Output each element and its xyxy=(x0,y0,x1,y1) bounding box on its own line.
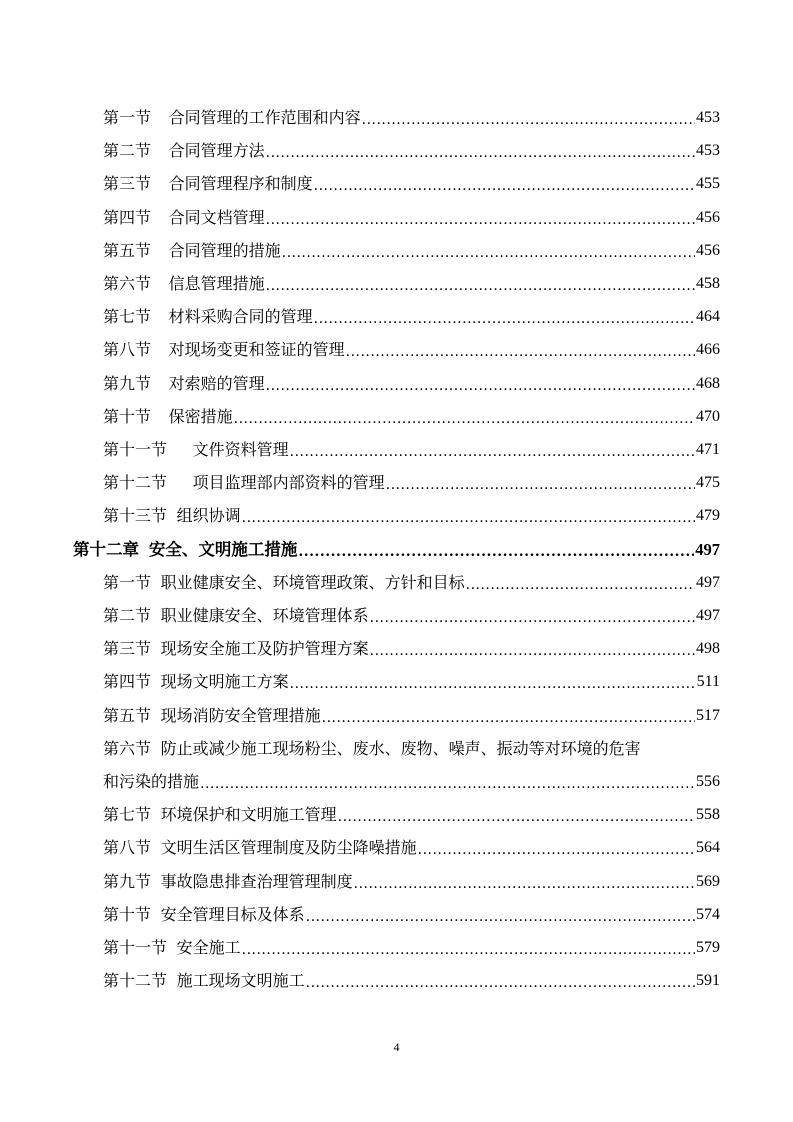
toc-entry-text: 材料采购合同的管理 xyxy=(168,307,313,327)
dot-leader xyxy=(266,374,695,394)
toc-entry-number: 第十节 xyxy=(103,904,152,924)
toc-entry-title xyxy=(103,639,369,659)
toc-entry-page: 468 xyxy=(696,374,720,392)
toc-entry-page: 458 xyxy=(696,275,720,292)
toc-section-entry[interactable] xyxy=(103,469,720,493)
dot-leader xyxy=(200,772,695,792)
toc-section-entry[interactable] xyxy=(103,104,720,128)
toc-entry-number: 第六节 xyxy=(103,738,152,758)
toc-section-entry[interactable] xyxy=(103,137,720,161)
toc-section-entry[interactable] xyxy=(103,370,720,394)
toc-entry-text: 现场文明施工方案 xyxy=(160,672,289,692)
toc-entry-number: 第三节 xyxy=(103,639,152,659)
toc-entry-number: 第十二节 xyxy=(103,971,168,991)
toc-entry-page: 455 xyxy=(696,175,720,193)
toc-entry-title xyxy=(103,573,465,593)
toc-entry-text: 对索赔的管理 xyxy=(168,373,265,393)
toc-section-entry[interactable] xyxy=(103,170,720,194)
toc-entry-number: 第四节 xyxy=(103,207,152,227)
toc-section-entry[interactable] xyxy=(103,602,720,626)
toc-section-entry[interactable] xyxy=(103,834,720,858)
toc-entry-text: 事故隐患排查治理管理制度 xyxy=(160,871,353,891)
dot-leader xyxy=(314,174,695,194)
toc-entry-number: 第五节 xyxy=(103,240,152,260)
toc-entry-number: 第九节 xyxy=(103,373,152,393)
dot-leader xyxy=(306,905,695,925)
toc-entry-text: 施工现场文明施工 xyxy=(176,971,305,991)
toc-section-entry[interactable] xyxy=(103,702,720,726)
dot-leader xyxy=(362,108,695,128)
dot-leader xyxy=(266,208,695,228)
toc-entry-title xyxy=(103,872,353,892)
toc-entry-title xyxy=(103,208,265,228)
toc-entry-title xyxy=(103,241,281,261)
toc-entry-page: 453 xyxy=(696,142,720,160)
toc-entry-title xyxy=(103,971,305,991)
toc-entry-text: 现场安全施工及防护管理方案 xyxy=(160,639,369,659)
toc-entry-page: 511 xyxy=(696,673,720,691)
toc-entry-page: 556 xyxy=(696,773,720,790)
toc-entry-page: 591 xyxy=(696,972,720,990)
toc-entry-text: 合同文档管理 xyxy=(168,207,265,227)
toc-entry-number: 第十三节 xyxy=(103,506,168,526)
toc-entry-text: 职业健康安全、环境管理政策、方针和目标 xyxy=(160,572,465,592)
toc-entry-title xyxy=(103,672,289,692)
toc-entry-title xyxy=(103,374,265,394)
toc-entry-number: 第二节 xyxy=(103,141,152,161)
toc-entry-title xyxy=(103,938,241,958)
toc-entry-number: 第十二章 xyxy=(73,539,139,559)
dot-leader xyxy=(314,307,695,327)
dot-leader xyxy=(370,606,695,626)
toc-entry-number: 第十一节 xyxy=(103,938,168,957)
toc-section-entry[interactable] xyxy=(103,569,720,593)
toc-entry-page: 456 xyxy=(696,208,720,226)
toc-entry-text: 职业健康安全、环境管理体系 xyxy=(160,606,369,625)
toc-entry-page: 564 xyxy=(696,839,720,857)
dot-leader xyxy=(266,274,695,294)
toc-entry-text: 项目监理部内部资料的管理 xyxy=(192,473,385,493)
dot-leader xyxy=(418,838,695,858)
toc-entry-title xyxy=(103,307,313,327)
toc-entry-page: 569 xyxy=(696,872,720,890)
toc-entry-text: 和污染的措施 xyxy=(103,772,200,791)
toc-section-entry[interactable] xyxy=(103,801,720,825)
toc-entry-page: 558 xyxy=(696,806,720,824)
dot-leader xyxy=(466,573,695,593)
toc-section-entry[interactable] xyxy=(103,934,720,958)
toc-entry-page: 517 xyxy=(696,706,720,724)
toc-entry-title xyxy=(103,706,321,726)
page-number: 4 xyxy=(393,1040,400,1054)
toc-section-entry[interactable] xyxy=(103,635,720,659)
toc-entry-title xyxy=(73,540,297,560)
toc-entry-title xyxy=(103,473,385,493)
toc-entry-text: 防止或减少施工现场粉尘、废水、废物、噪声、振动等对环境的危害 xyxy=(160,738,641,758)
toc-entry-title xyxy=(103,606,369,626)
toc-entry-title xyxy=(103,108,361,128)
toc-entry-number: 第十节 xyxy=(103,406,152,426)
toc-section-entry[interactable] xyxy=(103,901,720,925)
toc-chapter-entry[interactable] xyxy=(73,536,720,560)
toc-entry-number: 第一节 xyxy=(103,572,152,592)
toc-entry-text: 合同管理的措施 xyxy=(168,240,281,260)
toc-entry-number: 第四节 xyxy=(103,672,152,692)
dot-leader xyxy=(282,241,695,261)
dot-leader xyxy=(290,672,696,692)
toc-entry-text: 安全管理目标及体系 xyxy=(160,904,305,924)
toc-section-entry[interactable] xyxy=(103,303,720,327)
toc-entry-page: 464 xyxy=(696,308,720,326)
toc-section-entry[interactable] xyxy=(103,336,720,360)
toc-entry-text: 合同管理的工作范围和内容 xyxy=(168,108,361,127)
toc-entry-text: 对现场变更和签证的管理 xyxy=(168,340,345,360)
toc-entry-number: 第八节 xyxy=(103,838,152,858)
dot-leader xyxy=(242,938,695,958)
toc-entry-text: 安全、文明施工措施 xyxy=(148,539,298,559)
toc-entry-page: 498 xyxy=(696,640,720,658)
toc-entry-title xyxy=(103,274,265,294)
toc-section-entry[interactable] xyxy=(103,668,720,692)
toc-entry-number: 第三节 xyxy=(103,174,152,194)
toc-section-entry[interactable] xyxy=(103,967,720,991)
toc-entry-number: 第五节 xyxy=(103,705,152,725)
toc-entry-title xyxy=(103,440,289,460)
toc-entry-title xyxy=(103,838,417,858)
toc-section-entry[interactable] xyxy=(103,502,720,526)
dot-leader xyxy=(322,706,695,726)
toc-section-entry[interactable] xyxy=(103,436,720,460)
toc-entry-title xyxy=(103,141,265,161)
toc-entry-text: 组织协调 xyxy=(176,506,241,526)
toc-section-entry-wrapped[interactable] xyxy=(103,735,723,759)
toc-entry-page: 497 xyxy=(695,539,720,559)
toc-entry-text: 合同管理程序和制度 xyxy=(168,174,313,194)
toc-entry-title xyxy=(103,340,345,360)
toc-entry-number: 第七节 xyxy=(103,805,152,825)
toc-section-entry[interactable] xyxy=(103,237,720,261)
toc-section-entry[interactable] xyxy=(103,403,720,427)
toc-entry-text: 环境保护和文明施工管理 xyxy=(160,805,337,825)
dot-leader xyxy=(354,872,695,892)
toc-section-entry[interactable] xyxy=(103,270,720,294)
dot-leader xyxy=(338,805,695,825)
toc-entry-page: 475 xyxy=(696,474,720,492)
toc-entry-page: 456 xyxy=(696,241,720,259)
toc-entry-number: 第十一节 xyxy=(103,440,168,459)
dot-leader xyxy=(234,407,695,427)
toc-entry-page: 470 xyxy=(696,407,720,425)
toc-entry-page: 497 xyxy=(696,573,720,591)
toc-entry-number: 第八节 xyxy=(103,340,152,360)
toc-entry-title xyxy=(103,905,305,925)
toc-entry-number: 第一节 xyxy=(103,108,152,127)
toc-entry-page: 466 xyxy=(696,341,720,359)
toc-entry-page: 453 xyxy=(696,109,720,126)
dot-leader xyxy=(298,540,694,560)
toc-entry-number: 第七节 xyxy=(103,307,152,327)
dot-leader xyxy=(346,340,695,360)
toc-entry-page: 497 xyxy=(696,607,720,624)
toc-entry-number: 第九节 xyxy=(103,871,152,891)
dot-leader xyxy=(370,639,695,659)
toc-entry-number: 第二节 xyxy=(103,606,152,625)
toc-section-entry-continuation[interactable] xyxy=(103,768,720,792)
toc-entry-text: 文件资料管理 xyxy=(192,440,289,459)
toc-entry-title xyxy=(103,506,241,526)
dot-leader xyxy=(386,473,695,493)
toc-entry-page: 471 xyxy=(696,441,720,458)
toc-entry-title xyxy=(103,174,313,194)
toc-entry-page: 479 xyxy=(696,507,720,525)
dot-leader xyxy=(266,141,695,161)
toc-entry-page: 579 xyxy=(696,939,720,956)
toc-section-entry[interactable] xyxy=(103,204,720,228)
toc-entry-page: 574 xyxy=(696,905,720,923)
dot-leader xyxy=(290,440,695,460)
toc-entry-title xyxy=(103,805,337,825)
toc-entry-text: 合同管理方法 xyxy=(168,141,265,161)
toc-entry-number: 第十二节 xyxy=(103,473,168,493)
toc-entry-text: 安全施工 xyxy=(176,938,241,957)
toc-entry-title xyxy=(103,407,233,427)
toc-entry-text: 文明生活区管理制度及防尘降噪措施 xyxy=(160,838,417,858)
toc-entry-text: 信息管理措施 xyxy=(168,274,265,293)
dot-leader xyxy=(306,971,695,991)
toc-entry-text: 保密措施 xyxy=(168,406,233,426)
toc-entry-number: 第六节 xyxy=(103,274,152,293)
toc-section-entry[interactable] xyxy=(103,868,720,892)
toc-entry-text: 现场消防安全管理措施 xyxy=(160,705,321,725)
dot-leader xyxy=(242,506,695,526)
